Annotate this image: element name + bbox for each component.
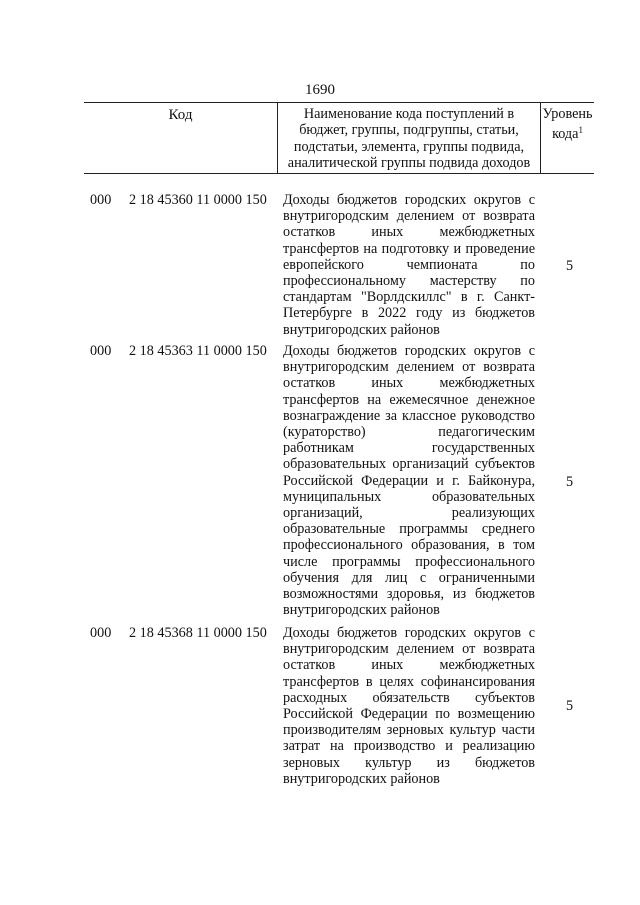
admin-code: 000 — [90, 343, 112, 359]
header-level — [541, 106, 594, 143]
revenue-name: Доходы бюджетов городских округов с внутригородским делением от возврата остатков иных межбюджетных трансфертов на подготовку и проведение европейского чемпионата по профессиональному мастерству по стандартам "Ворлдскиллс" в г. Санкт-Петербурге в 2022 году из бюджетов внутригородских районов — [283, 192, 535, 338]
level-value: 5 — [566, 258, 574, 274]
header-level-text: Уровень кода — [542, 106, 593, 143]
admin-code: 000 — [90, 625, 112, 641]
admin-code: 000 — [90, 192, 112, 208]
header-level-footnote: 1 — [578, 125, 583, 136]
revenue-code: 2 18 45360 11 0000 150 — [129, 192, 267, 208]
header-name: Наименование кода поступлений в бюджет, группы, подгруппы, статьи, подстатьи, элемента, группы подвида, аналитической группы подвида доходов — [287, 106, 531, 172]
revenue-name: Доходы бюджетов городских округов с внутригородским делением от возврата остатков иных межбюджетных трансфертов на ежемесячное денежное вознаграждение за классное руководство (кураторство) педагогическим работникам государственных образовательных организаций субъектов Российской Федерации и г. Байконура, муниципальных образовательных организаций, реализующих образовательные программы среднего профессионального образования, в том числе программы профессионального обучения для лиц с ограниченными возможностями здоровья, из бюджетов внутригородских районов — [283, 343, 535, 619]
header-code: Код — [168, 107, 193, 123]
table-header — [84, 102, 594, 174]
page-number: 1690 — [305, 82, 335, 98]
level-value: 5 — [566, 698, 574, 714]
revenue-code: 2 18 45363 11 0000 150 — [129, 343, 267, 359]
revenue-code: 2 18 45368 11 0000 150 — [129, 625, 267, 641]
revenue-name: Доходы бюджетов городских округов с внутригородским делением от возврата остатков иных межбюджетных трансфертов в целях софинансирования расходных обязательств субъектов Российской Федерации по возмещению производителям зерновых культур части затрат на производство и реализацию зерновых культур из бюджетов внутригородских районов — [283, 625, 535, 787]
level-value: 5 — [566, 474, 574, 490]
